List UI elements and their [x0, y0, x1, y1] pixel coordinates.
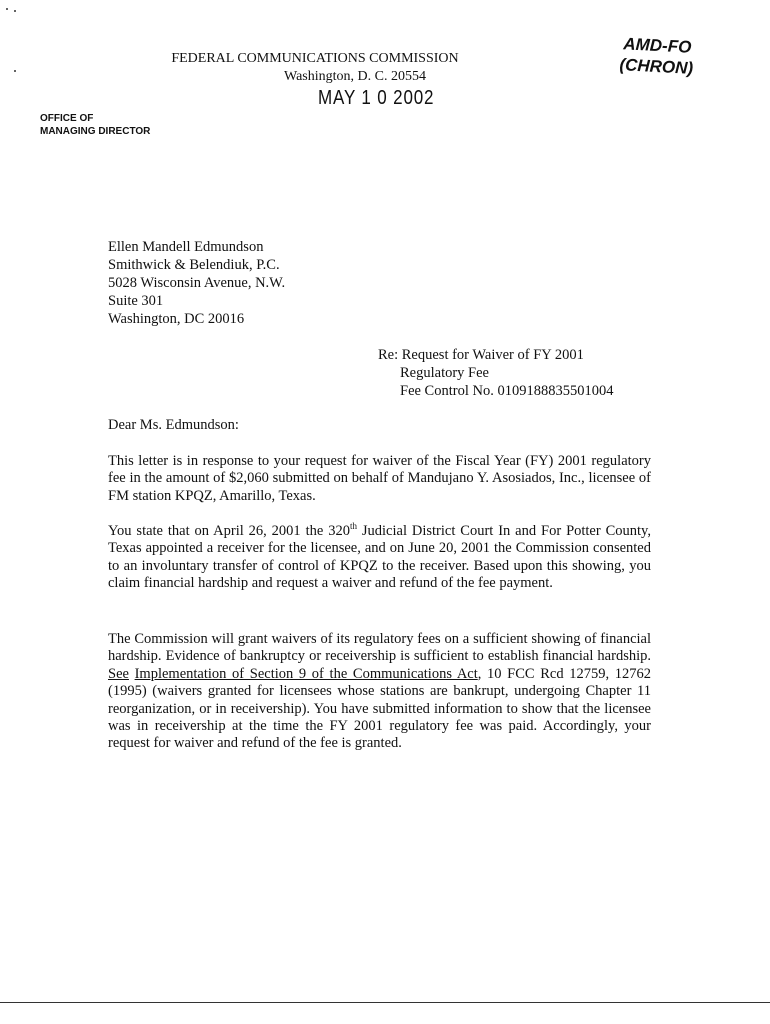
letterhead [0, 50, 630, 86]
page-bottom-rule [0, 1002, 770, 1003]
routing-stamp [619, 33, 695, 79]
office-line2: MANAGING DIRECTOR [40, 126, 151, 137]
subject-line: Fee Control No. 0109188835501004 [400, 383, 614, 399]
address-line: Suite 301 [108, 293, 164, 309]
body-paragraph [108, 523, 651, 593]
office-line1: OFFICE OF [40, 113, 94, 124]
body-paragraph: This letter is in response to your request for waiver of the Fiscal Year (FY) 2001 regulatory fee in the amount of $2,060 submitted on behalf of Mandujano Y. Asosiados, Inc., licensee of FM station KPQZ, Amarillo, Texas. [108, 453, 651, 504]
address-line: Ellen Mandell Edmundson [108, 239, 264, 255]
salutation: Dear Ms. Edmundson: [108, 417, 239, 433]
recipient-address [108, 238, 285, 328]
address-line: Washington, DC 20016 [108, 311, 245, 327]
ordinal-suffix: th [349, 521, 357, 532]
text-run: The Commission will grant waivers of its regulatory fees on a sufficient showing of financial hardship. Evidence of bankruptcy or receivership is sufficient to establish financial hardship. [108, 631, 651, 665]
body-paragraph [108, 631, 651, 753]
date-stamp: MAY 1 0 2002 [318, 87, 435, 109]
scan-speck [14, 10, 16, 12]
routing-stamp-line1: AMD-FO [622, 34, 692, 57]
citation-title: Implementation of Section 9 of the Communications Act [134, 665, 478, 682]
agency-city: Washington, D. C. 20554 [284, 69, 426, 84]
address-line: Smithwick & Belendiuk, P.C. [108, 257, 280, 273]
text-run: , 10 FCC Rcd 12759, 12762 (1995) (waivers granted for licensees whose stations are bankrupt, undergoing Chapter 11 reorganization, or in receivership). You have submitted information to show that the licensee was in receivership at the time the FY 2001 regulatory fee was paid. Accordingly, your request for waiver and refund of the fee is granted. [108, 665, 652, 752]
office-label [40, 112, 150, 138]
agency-name: FEDERAL COMMUNICATIONS COMMISSION [171, 51, 459, 66]
address-line: 5028 Wisconsin Avenue, N.W. [108, 275, 286, 291]
subject-line: Regulatory Fee [400, 365, 489, 381]
scan-speck [6, 8, 8, 10]
citation-signal: See [108, 665, 129, 682]
text-run: You state that on April 26, 2001 the 320 [108, 523, 350, 539]
subject-line: Re: Request for Waiver of FY 2001 [378, 347, 584, 363]
routing-stamp-line2: (CHRON) [619, 55, 694, 78]
subject-block [378, 346, 613, 400]
text-run: Judicial District Court In and For Potter County, Texas appointed a receiver for the licensee, and on June 20, 2001 the Commission consented to an involuntary transfer of control of KPQZ to the receiver. Based upon this showing, you claim financial hardship and request a waiver and refund of the fee payment. [108, 523, 651, 592]
